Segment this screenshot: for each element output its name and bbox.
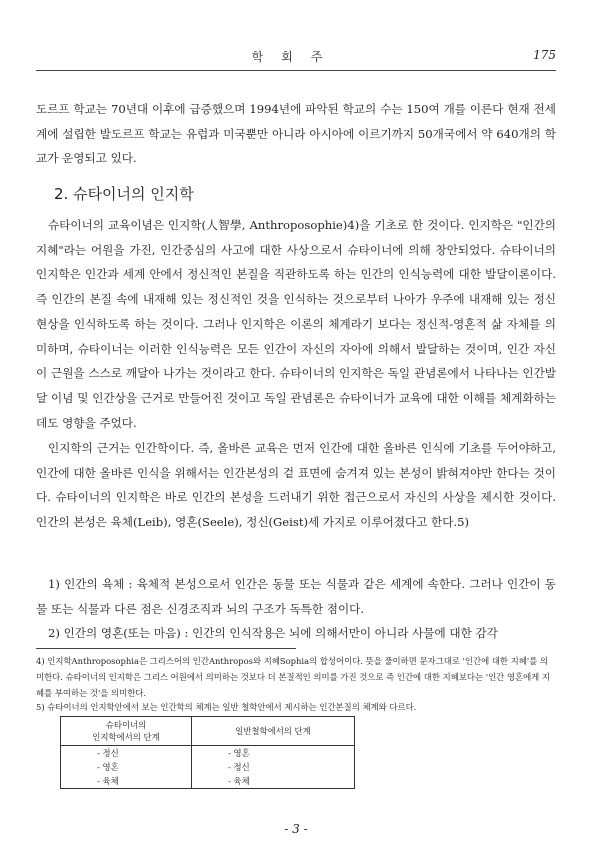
table-header-cell-1 — [61, 717, 192, 746]
list-item: - 정신 — [228, 762, 250, 772]
page-number: 175 — [533, 48, 556, 62]
list-item: - 육체 — [97, 776, 119, 786]
footnote-4: 4) 인지학Anthroposophia은 그리스어의 인간Anthropos와 지혜Sophia의 합성어이다. 뜻을 풀이하면 문자그대로 '인간에 대한 지혜'를 의미한다. 슈타이너의 인지학은 그리스 어원에서 의미하는 것보다 더 본질적인 의미를 가진 것으로 즉 인간에 대한 지혜보다는 '인간 영혼에게 지혜를 부여하는 것'을 의미한다. — [36, 656, 551, 698]
list-item: - 영혼 — [97, 762, 119, 772]
comparison-table — [60, 716, 355, 789]
body-paragraph-3: 1) 인간의 육체 : 육체적 본성으로서 인간은 동물 또는 식물과 같은 세계에 속한다. 그러나 인간이 동물 또는 식물과 다른 점은 신경조직과 뇌의 구조가 독특한 점이다. — [36, 577, 556, 616]
table-row — [61, 746, 355, 789]
section-heading: 2. 슈타이너의 인지학 — [54, 185, 194, 203]
table-cell-col1 — [61, 746, 192, 789]
table-header-cell-2: 일반철학에서의 단계 — [192, 717, 355, 746]
list-item: - 육체 — [228, 776, 250, 786]
page-footer: - 3 - — [284, 822, 308, 836]
table-header-line-2: 인지학에서의 단계 — [92, 732, 160, 742]
table-header-row — [61, 717, 355, 746]
footnote-5: 5) 슈타이너의 인지학안에서 보는 인간학의 체계는 일반 철학안에서 제시하는 인간본질의 체계와 다르다. — [36, 702, 417, 712]
body-paragraph-4: 2) 인간의 영혼(또는 마음) : 인간의 인식작용은 뇌에 의해서만이 아니라 사물에 대한 감각 — [48, 626, 498, 640]
body-paragraph-2: 인지학의 근거는 인간학이다. 즉, 올바른 교육은 먼저 인간에 대한 올바른 인식에 기초를 두어야하고, 인간에 대한 올바른 인식을 위해서는 인간본성의 겉 표면에 숨겨져 있는 본성이 밝혀져야만 한다는 것이다. 슈타이너의 인지학은 바로 인간의 본성을 드러내기 위한 접근으로서 자신의 사상을 제시한 것이다. 인간의 본성은 육체(Leib), 영혼(Seele), 정신(Geist)세 가지로 이루어졌다고 한다.5) — [36, 441, 556, 530]
list-item: - 정신 — [97, 748, 119, 758]
list-item: - 영혼 — [228, 748, 250, 758]
running-header — [36, 48, 556, 71]
table-header-line-1: 슈타이너의 — [105, 720, 147, 730]
running-title: 학회주 — [251, 50, 341, 64]
table-cell-col2 — [192, 746, 355, 789]
body-paragraph-1: 슈타이너의 교육이념은 인지학(人智學, Anthroposophie)4)을 기초로 한 것이다. 인지학은 "인간의 지혜"라는 어원을 가진, 인간중심의 사고에 대한 사상으로서 슈타이너에 의해 창안되었다. 슈타이너의 인지학은 인간과 세계 안에서 정신적인 본질을 직관하도록 하는 인간의 인식능력에 대한 발달이론이다. 즉 인간의 본질 속에 내재해 있는 정신적인 것을 인식하는 것으로부터 나아가 우주에 내재해 있는 정신현상을 인식하도록 하는 것이다. 그러나 인지학은 이론의 체계라기 보다는 정신적-영혼적 삶 자체를 의미하며, 슈타이너는 이러한 인식능력은 모든 인간이 자신의 자아에 의해서 발달하는 것이며, 인간 자신이 근원을 스스로 깨달아 나가는 것이라고 한다. 슈타이너의 인지학은 독일 관념론에서 나타나는 인간발달 이념 및 인간상을 근거로 만들어진 것이고 독일 관념론은 슈타이너가 교육에 대한 이해를 체계화하는데도 영향을 주었다. — [36, 218, 556, 430]
footnote-divider — [36, 648, 296, 649]
intro-paragraph: 도르프 학교는 70년대 이후에 급증했으며 1994년에 파악된 학교의 수는 150여 개를 이른다 현재 전세계에 설립한 발도르프 학교는 유럽과 미국뿐만 아니라 아시아에 이르기까지 50개국에서 약 640개의 학교가 운영되고 있다. — [36, 102, 556, 166]
